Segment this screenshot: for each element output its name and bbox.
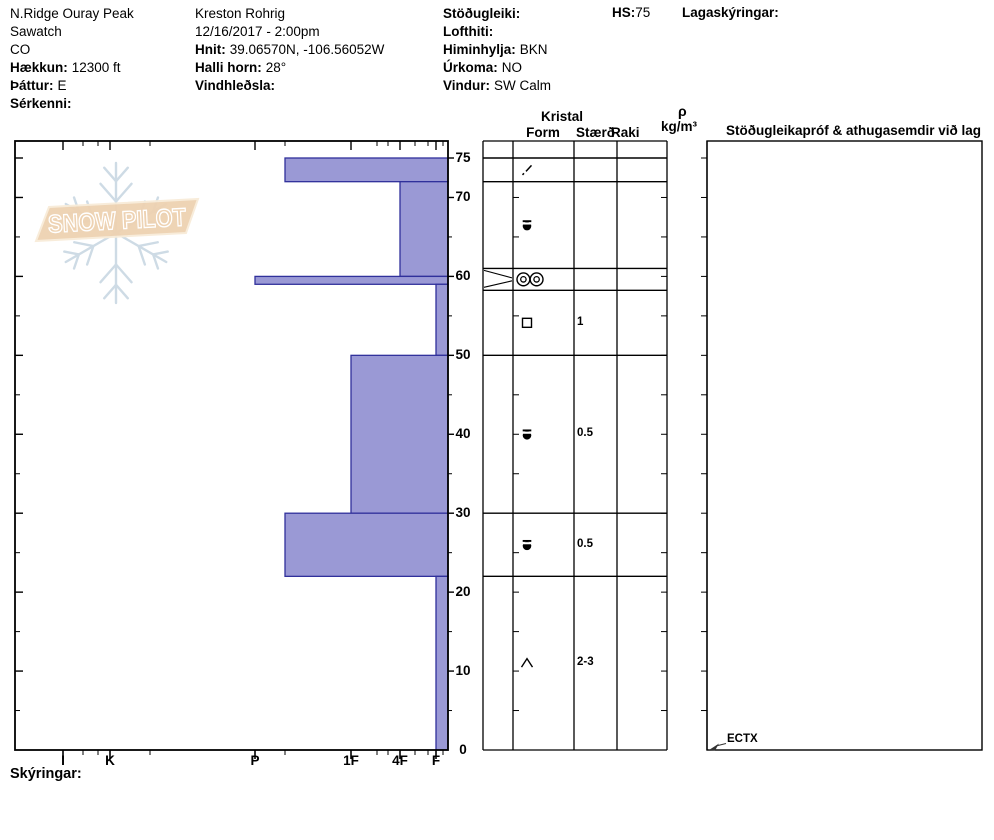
layer-bar [255,276,448,284]
hardness-tick-label: F [431,753,441,768]
site-name: N.Ridge Ouray Peak [10,6,134,21]
air-temp-label: Lofthiti: [443,24,494,39]
layer-of-concern-marker [484,270,512,287]
layer-bar [285,158,448,182]
precip-value: NO [501,60,523,75]
grain-form-symbol-dh [522,659,533,668]
slope-angle-field [195,59,384,77]
grain-table [483,141,667,750]
wind-label: Vindur: [443,78,490,93]
sky-cover-value: BKN [519,42,548,57]
air-temp-field [443,23,551,41]
wind-value: SW Calm [494,78,551,93]
depth-tick-label: 30 [455,505,471,521]
hardness-bars-group [255,158,448,750]
depth-tick-label: 10 [455,663,471,679]
grain-size-value: 0.5 [577,537,593,550]
site-state: CO [10,42,31,57]
grain-size-value: 0.5 [577,427,593,440]
snowpilot-logo [36,163,207,303]
depth-tick-label: 20 [455,584,471,600]
stability-test-result: ECTX [727,733,758,745]
aspect-value: E [57,78,67,93]
grain-form-symbol-rgwp [522,220,531,230]
stability-column-box [707,141,982,750]
coordinates-value: 39.06570N, -106.56052W [229,42,385,57]
sky-cover-label: Himinhylja: [443,42,516,57]
aspect-label: Þáttur: [10,78,54,93]
grain-form-symbol-fc [523,318,532,327]
hardness-tick-label: I [61,753,65,768]
elevation-field [10,59,134,77]
grain-form-symbol-rgwp [522,429,531,439]
precip-field [443,59,551,77]
column-header-density-symbol: ρ [678,103,687,119]
site-info-block [10,5,134,113]
stability-field [443,5,551,23]
depth-tick-label: 40 [455,426,471,442]
layer-bar [351,355,448,513]
observer-name: Kreston Rohrig [195,6,286,21]
layer-bar [285,513,448,576]
column-header-stability-tests: Stöðugleikapróf & athugasemdir við lag [726,123,982,138]
coordinates-field [195,41,384,59]
layer-bar [400,182,448,277]
elevation-label: Hækkun: [10,60,68,75]
logo-wordmark: SNOW PILOT [47,202,207,239]
column-header-form: Form [526,125,560,140]
snow-height-label: HS: [612,5,636,20]
depth-tick-label: 70 [455,189,471,205]
snow-height-value: 75 [635,5,651,20]
hardness-tick-label: K [105,753,115,768]
notes-label: Skýringar: [10,766,82,782]
column-header-wetness: Raki [611,125,640,140]
site-range: Sawatch [10,24,62,39]
grain-size-value: 2-3 [577,656,594,669]
column-header-density-units: kg/m³ [661,119,698,134]
aspect-field [10,77,134,95]
slope-angle-value: 28° [265,60,287,75]
elevation-value: 12300 ft [71,60,121,75]
sky-cover-field [443,41,551,59]
layer-bar [436,284,448,355]
grain-form-symbol-mfcr [517,273,543,286]
observation-datetime: 12/16/2017 - 2:00pm [195,24,320,39]
hardness-tick-label: P [250,753,260,768]
coordinates-label: Hnit: [195,42,226,57]
grain-size-value: 1 [577,315,584,328]
density-column [661,141,707,750]
hardness-tick-label: 1F [343,753,359,768]
depth-tick-label: 60 [455,268,471,284]
wind-loading-label: Vindhleðsla: [195,78,276,93]
depth-tick-label: 75 [455,150,471,165]
depth-tick-label: 0 [459,742,467,757]
hardness-tick-label: 4F [392,753,408,768]
precip-label: Úrkoma: [443,60,498,75]
layer-bar [436,576,448,750]
special-field [10,95,134,113]
column-header-kristal: Kristal [541,109,584,124]
grain-form-symbol-rgwp [522,540,531,550]
weather-info-block [443,5,551,95]
wind-field [443,77,551,95]
column-header-size: Stærð [576,125,616,140]
slope-angle-label: Halli horn: [195,60,262,75]
wind-loading-field [195,77,384,95]
layer-notes-label: Lagaskýringar: [682,5,779,20]
stability-label: Stöðugleiki: [443,6,521,21]
grain-form-symbol-df [523,165,532,175]
snow-height-field [612,5,650,20]
observer-info-block [195,5,384,95]
depth-tick-label: 50 [455,347,471,363]
special-label: Sérkenni: [10,96,72,111]
